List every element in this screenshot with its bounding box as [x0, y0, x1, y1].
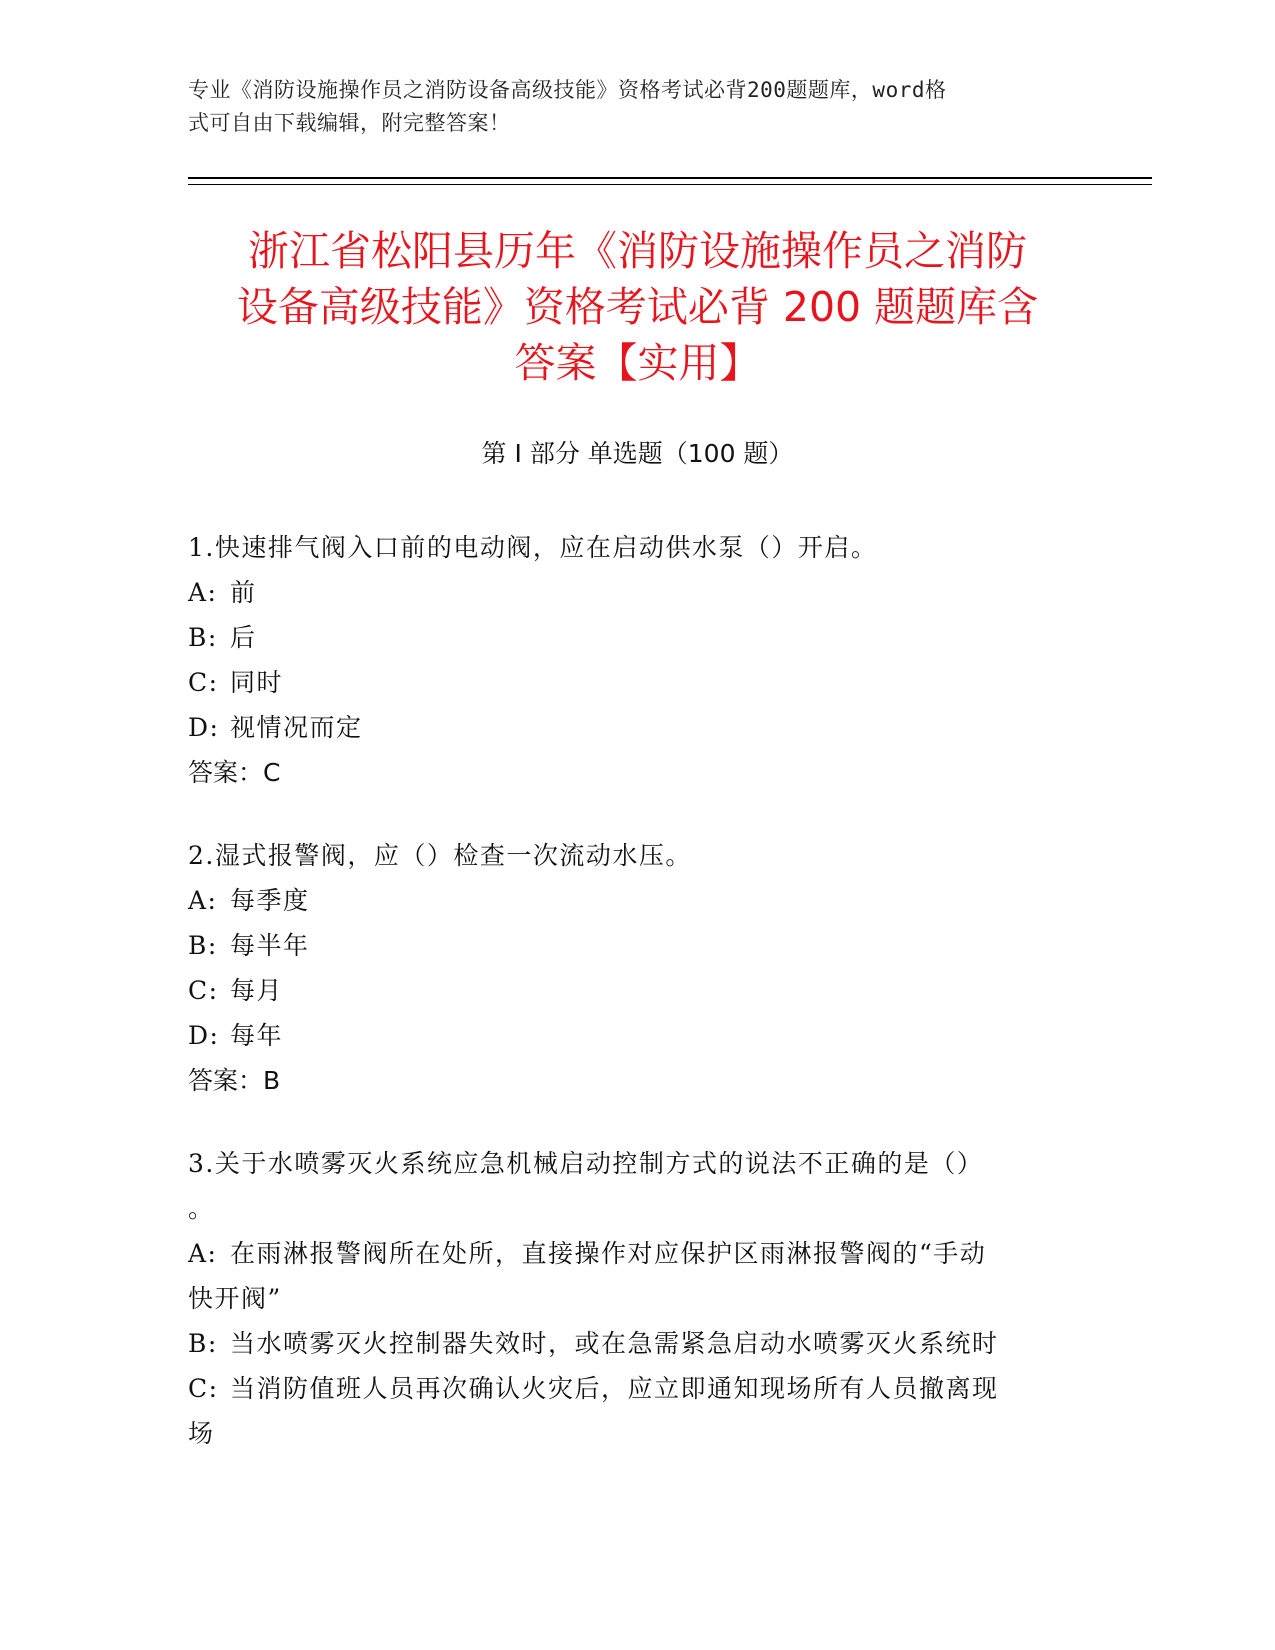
option-key: A: — [188, 578, 218, 607]
question-option — [188, 923, 1088, 968]
question-item — [188, 833, 1088, 1103]
option-key: C: — [188, 1374, 219, 1403]
question-item — [188, 1141, 1088, 1456]
question-stem: 1.快速排气阀入口前的电动阀，应在启动供水泵（）开启。 — [188, 533, 878, 562]
header-note — [188, 74, 1068, 140]
question-option — [188, 1411, 1088, 1456]
question-option — [188, 660, 1088, 705]
question-stem: 2.湿式报警阀，应（）检查一次流动水压。 — [188, 841, 692, 870]
option-text: 后 — [230, 623, 257, 652]
option-text: 当消防值班人员再次确认火灾后，应立即通知现场所有人员撤离现 — [230, 1374, 999, 1403]
option-key: B: — [188, 623, 218, 652]
option-key: B: — [188, 931, 218, 960]
question-stem: 。 — [188, 1194, 215, 1223]
option-text: 场 — [188, 1419, 215, 1448]
question-option — [188, 1321, 1088, 1366]
section-heading: 第 I 部分 单选题（100 题） — [481, 439, 794, 468]
option-key: B: — [188, 1329, 218, 1358]
question-option — [188, 1231, 1088, 1276]
question-answer: 答案：C — [188, 758, 281, 787]
header-divider-thin — [188, 184, 1152, 185]
header-note-line-1: 专业《消防设施操作员之消防设备高级技能》资格考试必背200题题库，word格 — [188, 78, 947, 102]
document-title-line-3: 答案【实用】 — [514, 339, 761, 387]
option-text: 视情况而定 — [230, 713, 363, 742]
option-text: 快开阀” — [188, 1284, 282, 1313]
option-text: 同时 — [230, 668, 284, 697]
question-option — [188, 1366, 1088, 1411]
option-key: A: — [188, 886, 218, 915]
option-text: 每月 — [230, 976, 284, 1005]
option-text: 每半年 — [230, 931, 310, 960]
document-title-line-1: 浙江省松阳县历年《消防设施操作员之消防 — [248, 227, 1027, 275]
option-key: C: — [188, 668, 219, 697]
document-title-line-2: 设备高级技能》资格考试必背 200 题题库含 — [236, 283, 1039, 331]
question-list — [188, 525, 1088, 1494]
option-key: A: — [188, 1239, 218, 1268]
option-key: D: — [188, 1021, 220, 1050]
option-text: 前 — [230, 578, 257, 607]
question-answer: 答案：B — [188, 1066, 281, 1095]
document-title — [170, 223, 1105, 391]
option-text: 在雨淋报警阀所在处所，直接操作对应保护区雨淋报警阀的“手动 — [230, 1239, 987, 1268]
question-option — [188, 878, 1088, 923]
header-note-line-2: 式可自由下载编辑，附完整答案！ — [188, 111, 511, 135]
question-option — [188, 615, 1088, 660]
question-item — [188, 525, 1088, 795]
option-key: C: — [188, 976, 219, 1005]
header-divider-thick — [188, 177, 1152, 179]
option-text: 当水喷雾灭火控制器失效时，或在急需紧急启动水喷雾灭火系统时 — [230, 1329, 999, 1358]
question-stem: 3.关于水喷雾灭火系统应急机械启动控制方式的说法不正确的是（） — [188, 1149, 984, 1178]
question-option — [188, 1276, 1088, 1321]
option-text: 每年 — [230, 1021, 284, 1050]
question-option — [188, 1013, 1088, 1058]
option-key: D: — [188, 713, 220, 742]
question-option — [188, 968, 1088, 1013]
question-option — [188, 570, 1088, 615]
option-text: 每季度 — [230, 886, 310, 915]
question-option — [188, 705, 1088, 750]
